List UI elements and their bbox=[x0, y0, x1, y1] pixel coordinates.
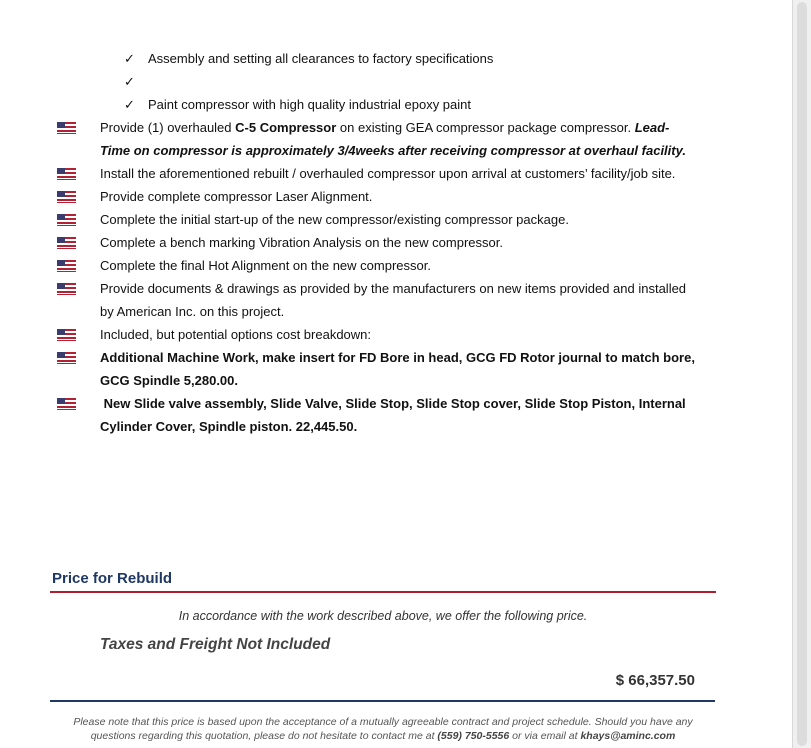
scrollbar-thumb[interactable] bbox=[797, 2, 807, 746]
list-item: Complete the initial start-up of the new compressor/existing compressor package. bbox=[100, 212, 569, 227]
us-flag-icon bbox=[57, 283, 76, 295]
divider bbox=[50, 591, 716, 593]
taxes-note: Taxes and Freight Not Included bbox=[100, 636, 331, 653]
option-machine-work-cont: GCG Spindle 5,280.00. bbox=[100, 373, 238, 388]
list-item-documents-cont: by American Inc. on this project. bbox=[100, 304, 285, 319]
checkmark-icon: ✓ bbox=[124, 97, 135, 112]
list-item-overhaul: Provide (1) overhauled C-5 Compressor on existing GEA compressor package compressor. Lead- bbox=[100, 120, 670, 135]
us-flag-icon bbox=[57, 214, 76, 226]
footer-note: Please note that this price is based upon the acceptance of a mutually agreeable contract and project schedule. Should you have any bbox=[73, 716, 693, 728]
footer-contact: questions regarding this quotation, please do not hesitate to contact me at (559) 750-5556 or via email at khays@aminc.com bbox=[90, 730, 676, 742]
list-item: Install the aforementioned rebuilt / overhauled compressor upon arrival at customers’ facility/job site. bbox=[100, 166, 676, 181]
check-item: Assembly and setting all clearances to factory specifications bbox=[148, 51, 494, 66]
contact-phone: (559) 750-5556 bbox=[437, 730, 510, 742]
contact-email[interactable]: khays@aminc.com bbox=[580, 730, 676, 742]
list-item-included: Included, but potential options cost breakdown: bbox=[100, 327, 372, 342]
vertical-scrollbar[interactable] bbox=[792, 0, 811, 748]
price-heading: Price for Rebuild bbox=[52, 570, 173, 587]
us-flag-icon bbox=[57, 168, 76, 180]
option-machine-work: Additional Machine Work, make insert for FD Bore in head, GCG FD Rotor journal to match bore, bbox=[100, 350, 695, 365]
lead-time-text: Time on compressor is approximately 3/4weeks after receiving compressor at overhaul facility. bbox=[100, 143, 686, 158]
us-flag-icon bbox=[57, 329, 76, 341]
us-flag-icon bbox=[57, 237, 76, 249]
checkmark-icon: ✓ bbox=[124, 74, 135, 89]
check-item: Paint compressor with high quality industrial epoxy paint bbox=[148, 97, 472, 112]
us-flag-icon bbox=[57, 191, 76, 203]
list-item: Complete the final Hot Alignment on the new compressor. bbox=[100, 258, 431, 273]
option-slide-valve-cont: Cylinder Cover, Spindle piston. 22,445.50. bbox=[100, 419, 358, 434]
list-item: Provide complete compressor Laser Alignment. bbox=[100, 189, 373, 204]
total-price: $ 66,357.50 bbox=[615, 672, 695, 689]
us-flag-icon bbox=[57, 122, 76, 134]
list-item-documents: Provide documents & drawings as provided by the manufacturers on new items provided and installed bbox=[100, 281, 687, 296]
price-intro: In accordance with the work described above, we offer the following price. bbox=[178, 609, 588, 623]
divider bbox=[50, 700, 715, 702]
us-flag-icon bbox=[57, 260, 76, 272]
us-flag-icon bbox=[57, 398, 76, 410]
list-item: Complete a bench marking Vibration Analysis on the new compressor. bbox=[100, 235, 503, 250]
checkmark-icon: ✓ bbox=[124, 51, 135, 66]
option-slide-valve: New Slide valve assembly, Slide Valve, Slide Stop, Slide Stop cover, Slide Stop Piston, Internal bbox=[100, 396, 686, 411]
us-flag-icon bbox=[57, 352, 76, 364]
